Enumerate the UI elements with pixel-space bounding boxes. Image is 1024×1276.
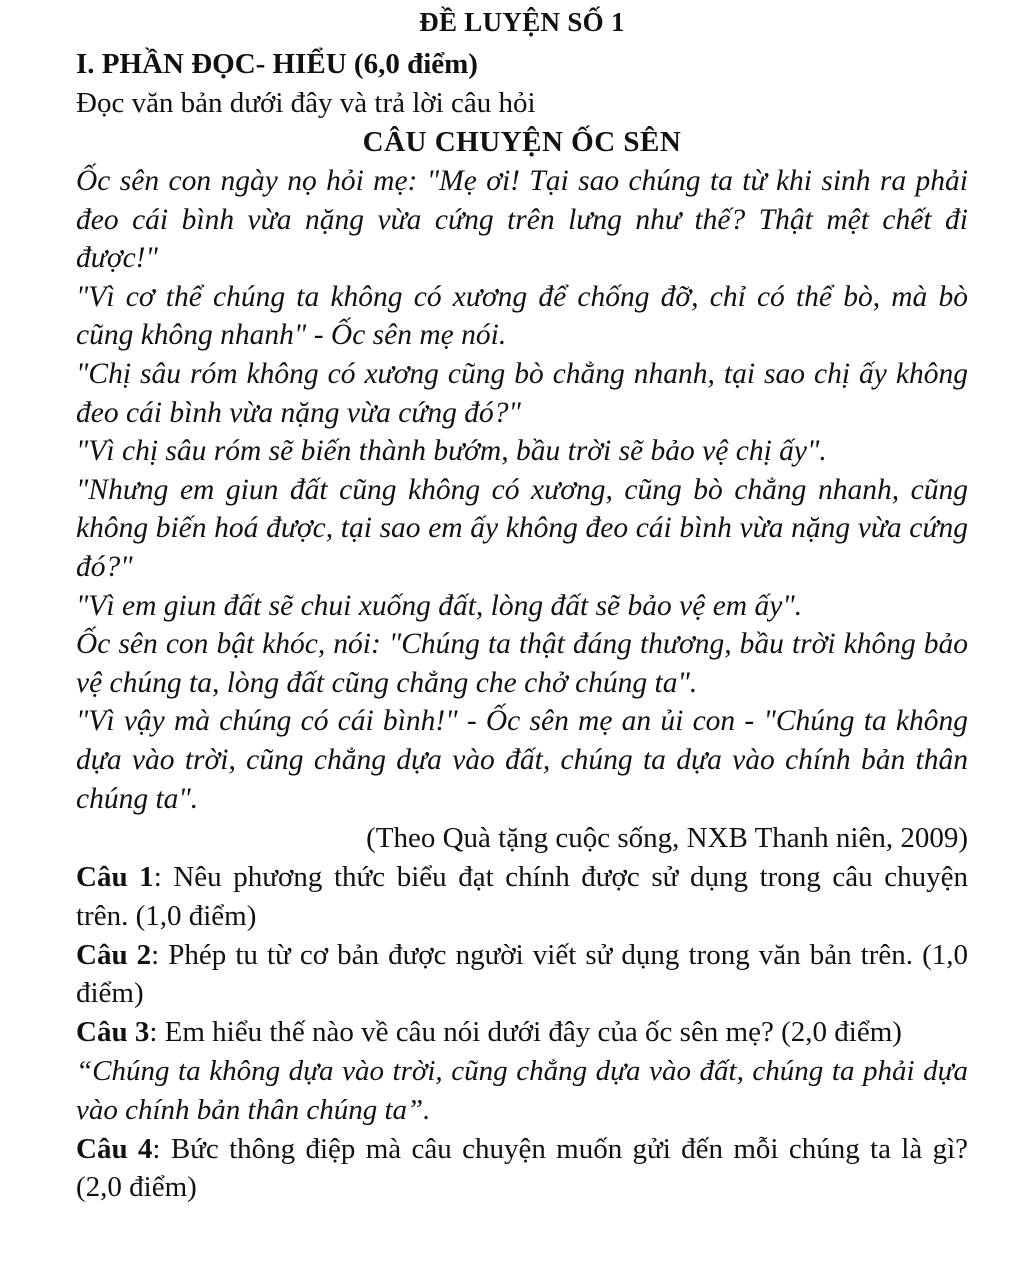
question-1 [76,858,968,936]
story-paragraph: "Vì cơ thể chúng ta không có xương để chống đỡ, chỉ có thể bò, mà bò cũng không nhanh" - Ốc sên mẹ nói. [76,280,968,352]
section-heading: I. PHẦN ĐỌC- HIỂU (6,0 điểm) [76,48,478,80]
story-paragraph: Ốc sên con ngày nọ hỏi mẹ: "Mẹ ơi! Tại sao chúng ta từ khi sinh ra phải đeo cái bình vừa nặng vừa cứng trên lưng như thế? Thật mệt chết đi được!" [76,165,968,275]
story-body [76,162,968,818]
story-paragraph: "Vì vậy mà chúng có cái bình!" - Ốc sên mẹ an ủi con - "Chúng ta không dựa vào trời, cũng chẳng dựa vào đất, chúng ta dựa vào chính bản thân chúng ta". [76,705,968,815]
question-label: Câu 1 [76,861,154,894]
question-text: : Bức thông điệp mà câu chuyện muốn gửi đến mỗi chúng ta là gì? (2,0 điểm) [76,1132,968,1204]
instruction-text: Đọc văn bản dưới đây và trả lời câu hỏi [76,87,536,119]
story-source: (Theo Quà tặng cuộc sống, NXB Thanh niên, 2009) [366,822,968,855]
story-paragraph: "Nhưng em giun đất cũng không có xương, cũng bò chẳng nhanh, cũng không biến hoá được, tại sao em ấy không đeo cái bình vừa nặng vừa cứng đó?" [76,473,968,583]
story-title: CÂU CHUYỆN ỐC SÊN [362,126,682,158]
question-label: Câu 2 [76,938,152,971]
question-3 [76,1013,968,1052]
question-text: : Nêu phương thức biểu đạt chính được sử dụng trong câu chuyện trên. (1,0 điểm) [76,861,968,932]
question-2 [76,936,968,1014]
question-label: Câu 3 [76,1016,150,1049]
document-title: ĐỀ LUYỆN SỐ 1 [419,7,625,37]
story-paragraph: "Vì chị sâu róm sẽ biến thành bướm, bầu trời sẽ bảo vệ chị ấy". [76,435,827,468]
question-4 [76,1130,968,1208]
quoted-sentence: “Chúng ta không dựa vào trời, cũng chẳng dựa vào đất, chúng ta phải dựa vào chính bản thân chúng ta”. [76,1055,968,1126]
story-paragraph: "Chị sâu róm không có xương cũng bò chẳng nhanh, tại sao chị ấy không đeo cái bình vừa nặng vừa cứng đó?" [76,357,968,429]
question-label: Câu 4 [76,1132,153,1165]
question-text: : Em hiểu thế nào về câu nói dưới đây của ốc sên mẹ? (2,0 điểm) [149,1016,902,1049]
story-paragraph: Ốc sên con bật khóc, nói: "Chúng ta thật đáng thương, bầu trời không bảo vệ chúng ta, lòng đất cũng chẳng che chở chúng ta". [76,628,968,699]
story-paragraph: "Vì em giun đất sẽ chui xuống đất, lòng đất sẽ bảo vệ em ấy". [76,589,803,622]
question-text: : Phép tu từ cơ bản được người viết sử dụng trong văn bản trên. (1,0 điểm) [76,938,968,1010]
